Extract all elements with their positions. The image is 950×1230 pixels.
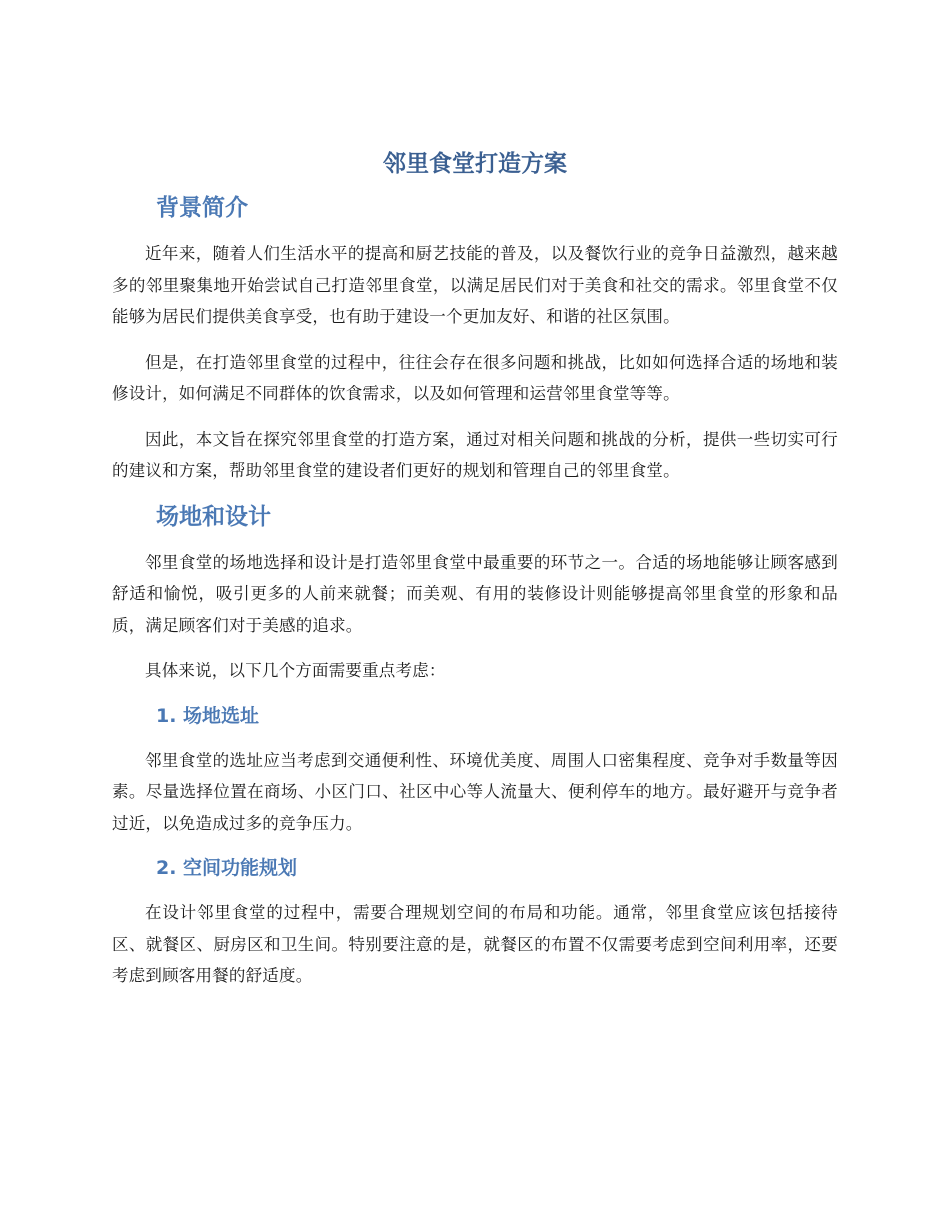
paragraph: 但是，在打造邻里食堂的过程中，往往会存在很多问题和挑战，比如如何选择合适的场地和装修设计，如何满足不同群体的饮食需求，以及如何管理和运营邻里食堂等等。 [112,352,838,403]
paragraph: 邻里食堂的选址应当考虑到交通便利性、环境优美度、周围人口密集程度、竞争对手数量等因素。尽量选择位置在商场、小区门口、社区中心等人流量大、便利停车的地方。最好避开与竞争者过近，以免造成过多的竞争压力。 [112,750,838,833]
subsection-heading: 1. 场地选址 [156,704,260,727]
paragraph: 因此，本文旨在探究邻里食堂的打造方案，通过对相关问题和挑战的分析，提供一些切实可行的建议和方案，帮助邻里食堂的建设者们更好的规划和管理自己的邻里食堂。 [112,429,838,480]
paragraph: 具体来说，以下几个方面需要重点考虑： [145,661,446,680]
paragraph: 近年来，随着人们生活水平的提高和厨艺技能的普及，以及餐饮行业的竞争日益激烈，越来越多的邻里聚集地开始尝试自己打造邻里食堂，以满足居民们对于美食和社交的需求。邻里食堂不仅能够为居民们提供美食享受，也有助于建设一个更加友好、和谐的社区氛围。 [112,244,838,326]
subsection-space-planning [112,853,838,992]
paragraph: 在设计邻里食堂的过程中，需要合理规划空间的布局和功能。通常，邻里食堂应该包括接待区、就餐区、厨房区和卫生间。特别要注意的是，就餐区的布置不仅需要考虑到空间利用率，还要考虑到顾客用餐的舒适度。 [112,903,838,985]
paragraph: 邻里食堂的场地选择和设计是打造邻里食堂中最重要的环节之一。合适的场地能够让顾客感到舒适和愉悦，吸引更多的人前来就餐；而美观、有用的装修设计则能够提高邻里食堂的形象和品质，满足顾客们对于美感的追求。 [112,552,838,635]
section-background [112,192,838,487]
section-venue-design [112,501,838,992]
subsection-heading: 2. 空间功能规划 [156,857,298,879]
section-heading: 背景简介 [156,195,248,221]
document-title: 邻里食堂打造方案 [383,151,567,177]
subsection-site-selection [112,701,838,840]
section-heading: 场地和设计 [156,503,271,530]
